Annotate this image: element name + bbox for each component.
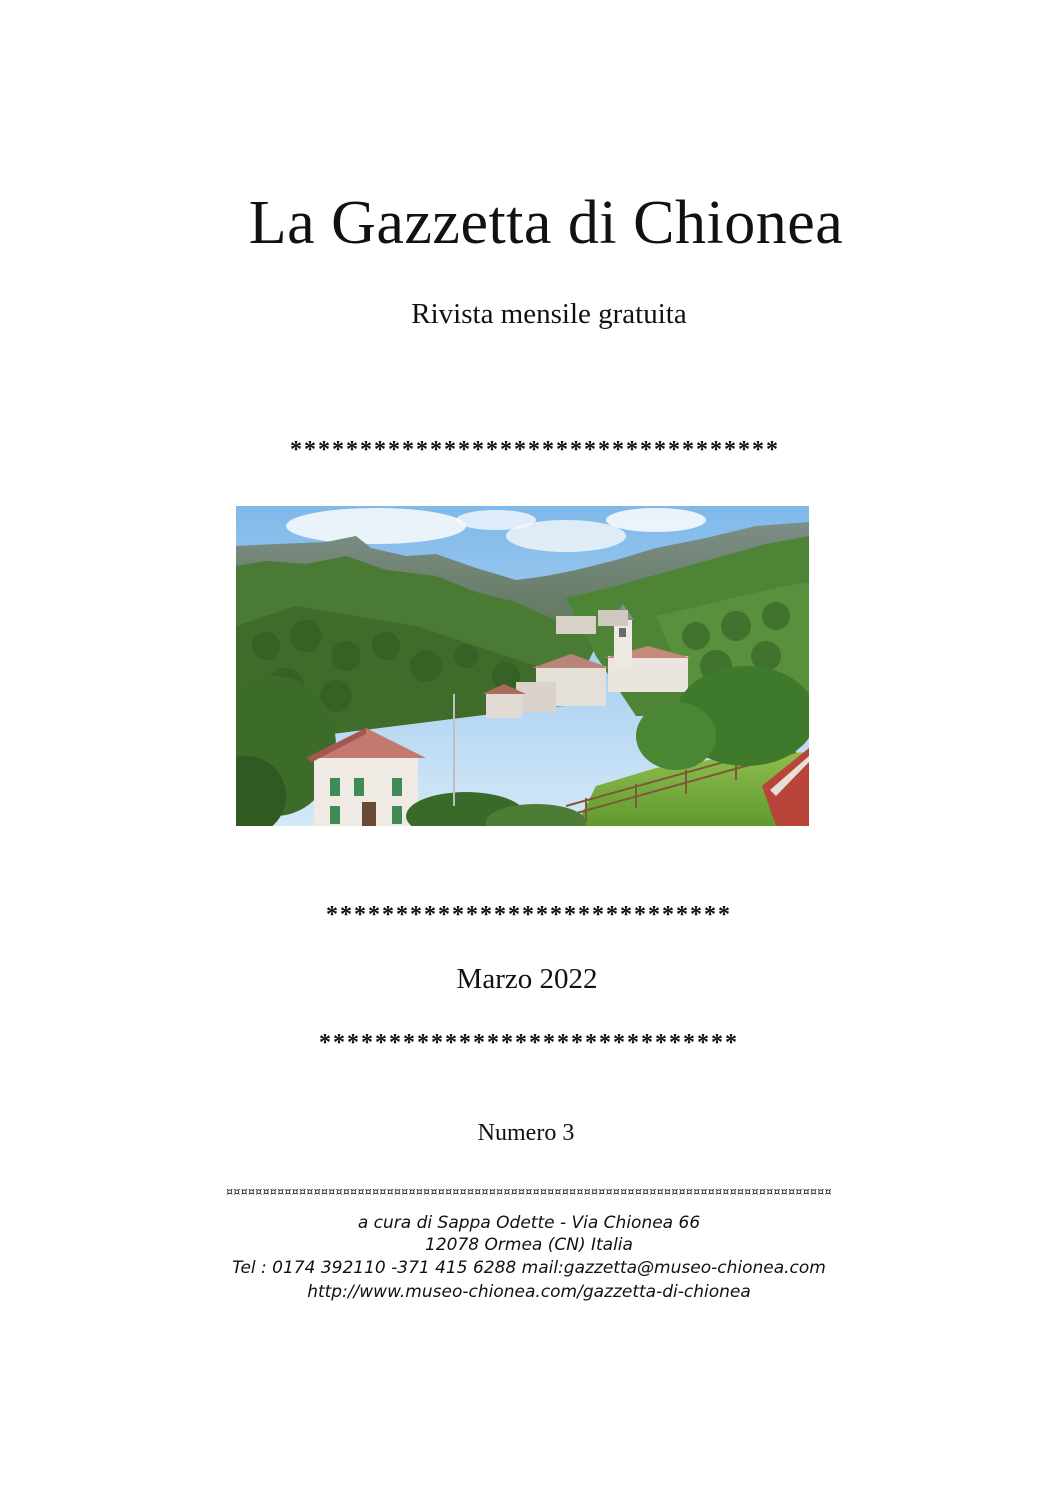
issue-date: Marzo 2022 xyxy=(456,963,598,995)
contact-editor: a cura di Sappa Odette - Via Chionea 66 xyxy=(357,1213,701,1233)
page-subtitle: Rivista mensile gratuita xyxy=(411,298,687,330)
star-divider-top: *********************************** xyxy=(290,437,780,463)
star-divider-middle: ***************************** xyxy=(326,902,732,928)
cover-photo-village xyxy=(236,506,809,826)
issue-number: Numero 3 xyxy=(477,1120,575,1146)
star-divider-bottom: ****************************** xyxy=(319,1030,739,1056)
ornamental-rule: ¤¤¤¤¤¤¤¤¤¤¤¤¤¤¤¤¤¤¤¤¤¤¤¤¤¤¤¤¤¤¤¤¤¤¤¤¤¤¤¤¤¤¤¤¤¤¤¤¤¤¤¤¤¤¤¤¤¤¤¤¤¤¤¤¤¤¤¤¤¤¤¤¤¤¤¤¤¤¤¤¤¤¤ xyxy=(226,1185,832,1198)
page-title: La Gazzetta di Chionea xyxy=(248,189,844,257)
contact-address: 12078 Ormea (CN) Italia xyxy=(425,1235,633,1255)
contact-phone-email: Tel : 0174 392110 -371 415 6288 mail:gazzetta@museo-chionea.com xyxy=(232,1258,826,1278)
contact-website-link[interactable]: http://www.museo-chionea.com/gazzetta-di-chionea xyxy=(307,1282,751,1302)
